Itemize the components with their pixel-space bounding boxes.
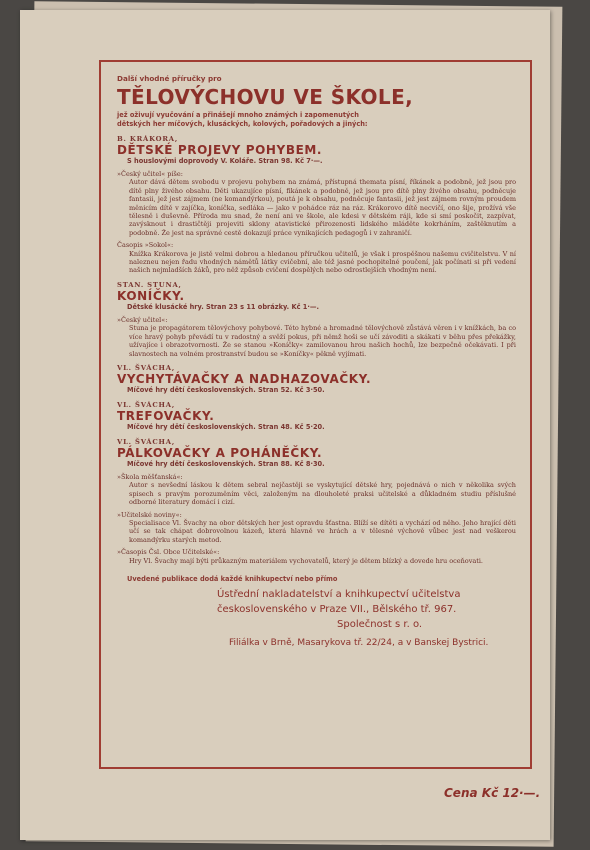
review-source: »Učitelské noviny«: [117, 510, 182, 519]
review-text: Autor s nevšední láskou k dětem sebral nejčastěji se vyskytující dětské hry, pojednává o nich v několika svých spisech s pravým porozuměním věci, založeným na dlouholeté praksi učitelské a důkladném studiu příslušné odborné literatury domácí i cizí. [129, 481, 516, 507]
book-title: KONÍČKY. [117, 288, 185, 303]
book-author: VL. ŠVÁCHA, [117, 363, 175, 372]
availability-note: Uvedené publikace dodá každé knihkupectví nebo přímo [127, 574, 338, 583]
publisher-line: Ústřední nakladatelství a knihkupectví učitelstva [217, 588, 461, 600]
book-details: Dětské klusácké hry. Stran 23 s 11 obrázky. Kč 1·—. [127, 302, 319, 311]
book-details: S houslovými doprovody V. Koláře. Stran 98. Kč 7·—. [127, 157, 323, 165]
review-text: Specialisace Vl. Švachy na obor dětských her jest opravdu šťastna. Blíží se dítěti a vychází od něho. Jeho hrající děti učí se tak chápat dobrovolnou kázeň, která hlavně ve hrách a v tělesné výchově vůbec jest nad veškerou komandýrku starých metod. [129, 518, 516, 544]
subtitle-line-1: jež oživují vyučování a přinášejí mnoho známých i zapomenutých [117, 111, 359, 119]
book-author: B. KRÁKORA, [117, 135, 179, 143]
review-source: »Český učitel« píše: [117, 170, 183, 178]
publisher-line: Společnost s r. o. [337, 618, 423, 630]
price-label: Cena Kč 12·—. [444, 786, 541, 800]
book-entry [117, 281, 516, 358]
subtitle-line-2: dětských her míčových, klusáckých, kolových, pořadových a jiných: [117, 120, 368, 128]
book-title: TREFOVAČKY. [117, 408, 215, 423]
book-author: VL. ŠVÁCHA, [117, 400, 175, 409]
book-author: VL. ŠVÁCHA, [117, 437, 175, 446]
book-title: VYCHYTÁVAČKY A NADHAZOVAČKY. [117, 371, 372, 386]
book-details: Míčové hry dětí československých. Stran 88. Kč 8·30. [127, 459, 325, 468]
back-cover-page [20, 10, 550, 840]
book-entry [117, 364, 516, 395]
book-entry [117, 135, 516, 275]
review-quote [117, 316, 516, 358]
review-quote [117, 511, 516, 545]
review-source: »Škola měšťanská«: [117, 472, 183, 481]
book-author: STAN. STUNA, [117, 280, 182, 289]
review-text: Hry Vl. Švachy mají býti průkazným materiálem vychovatelů, který je dětem blízký a dovede hru oceňovati. [129, 556, 484, 565]
review-quote [117, 170, 516, 237]
branch-line: Filiálka v Brně, Masarykova tř. 22/24, a v Banskej Bystrici. [229, 637, 489, 648]
review-text: Knížka Krákorova je jistě velmi dobrou a hledanou příručkou učitelů, je však i prospěšnou našemu cvičitelstvu. V ní nalezneu nejen řadu vhodných námětů látky cvičební, ale též jasné pochopitelné poučení, jak počínati si při vedení našich nejmladších žáků, pro něž způsob cvičení dospělých nebo odrostlejších vhodným není. [129, 249, 516, 275]
book-details: Míčové hry dětí československých. Stran 52. Kč 3·50. [127, 385, 325, 394]
book-details: Míčové hry dětí československých. Stran 48. Kč 5·20. [127, 422, 325, 431]
intro-line: Další vhodné příručky pro [117, 74, 222, 83]
review-source: Časopis »Sokol«: [117, 241, 174, 250]
book-entry [117, 401, 516, 432]
headline: TĚLOVÝCHOVU VE ŠKOLE, [117, 85, 414, 109]
review-source: »Časopis Čsl. Obce Učitelské«: [117, 548, 220, 557]
publisher-line: československého v Praze VII., Bělského tř. 967. [217, 603, 457, 615]
review-text: Stuna je propagátorem tělovýchovy pohybové. Této hybné a hromadné tělovýchově zůstává věren i v knížkách, ba co více hravý pohyb převádí tu v radostný a svěží pokus, při němž hoši se učí závoditi a skákati v běhu přes překážky, užívajíce i obrazotvornosti. Že se stanou »Koníčky« zamilovanou hrou našich hochů, lze bezpečně očekávati. I při slavnostech na volném prostranství budou se »Koníčky« pěkně vyjímati. [129, 324, 516, 358]
book-entry [117, 438, 516, 565]
advertisement-frame [99, 60, 532, 769]
publisher-block [217, 587, 516, 632]
review-quote [117, 473, 516, 507]
review-source: »Český učitel«: [117, 315, 168, 324]
book-title: DĚTSKÉ PROJEVY POHYBEM. [117, 143, 323, 157]
review-quote [117, 241, 516, 275]
review-text: Autor dává dětem svobodu v projevu pohybem na známá, přístupná themata písní, říkánek a podobně, jež jsou pro dítě plny živého obsahu. Děti ukazujíce písní, fikánek a podobně, jež jsou pro dítě plny živého obsahu, podněcuje fantasii, jež jest zájmem (ne komandýrkou), poutá je k obsahu, podněcuje fantasii, jež jest zájmem rovným proudem měnicím dítě v zajíčka, koníčka, sedláka — jako v pohádce ráz na ráz. Krákorovo dítě necvičí, ono šije, prožívá vše tělesně i duševně. Příroda mu snad, že není ani ve škole, ale kdesi v dětském ráji, kde si smí poskočit, zazpívat, zavýsknout i drastičtěji projeviti sklony atavistické přirozenosti lidského mláděte kokrháním, zaštěknutím a podobně. Že jest na správné cestě dokazují práce vynikajících pedagogů i v zahraničí. [129, 178, 516, 237]
review-quote [117, 548, 516, 565]
book-title: PÁLKOVAČKY A POHÁNĚČKY. [117, 445, 323, 460]
